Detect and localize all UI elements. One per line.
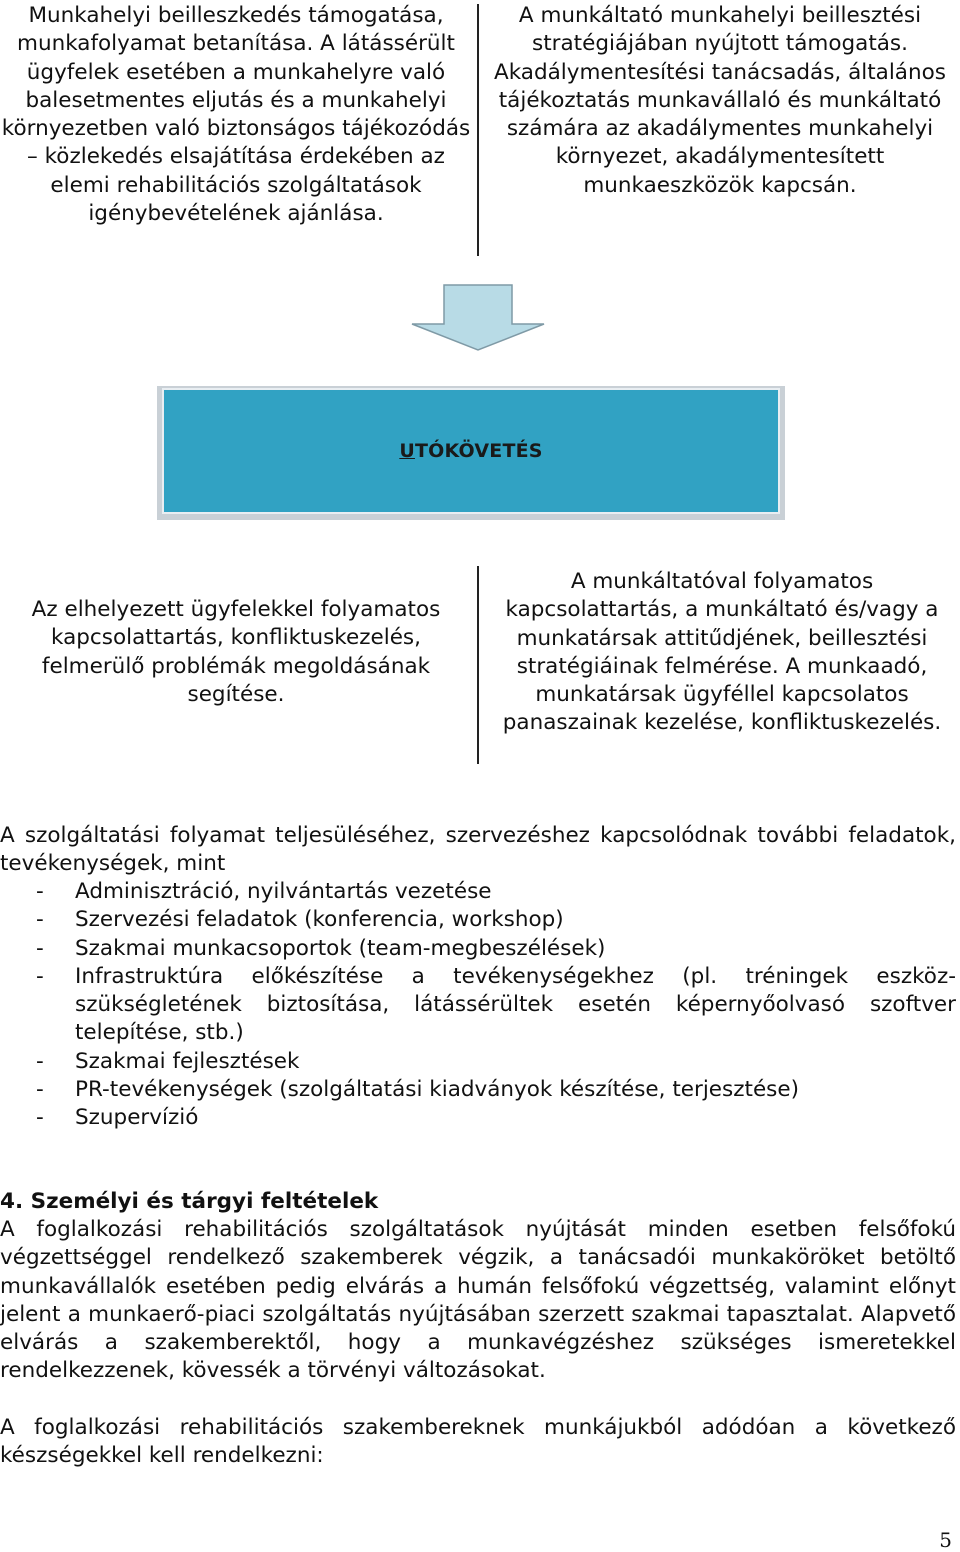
list-item (0, 878, 956, 906)
list-item (0, 935, 956, 963)
top-left-text: Munkahelyi beilleszkedés támogatása, munkafolyamat betanítása. A látássérült ügyfelek esetében a munkahelyre való balesetmentes eljutás és a munkahelyi környezetben való biztonságos tájékozódás – közlekedés elsajátítása érdekében az elemi rehabilitációs szolgáltatások igénybevételének ajánlása. (1, 3, 471, 227)
list-item (0, 1048, 956, 1076)
list-item-text: Szupervízió (75, 1105, 199, 1131)
section-heading: 4. Személyi és tárgyi feltételek (0, 1189, 379, 1214)
top-right-text: A munkáltató munkahelyi beillesztési stratégiájában nyújtott támogatás. Akadálymentesítési tanácsadás, általános tájékoztatás munkavállaló és munkáltató számára az akadálymentes munkahelyi környezet, akadálymentesített munkaeszközök kapcsán. (494, 3, 946, 198)
list-item-text: Szakmai fejlesztések (75, 1048, 300, 1074)
box-title (399, 440, 542, 462)
page-number: 5 (939, 1528, 952, 1552)
bottom-divider (477, 566, 479, 764)
follow-up-box (162, 388, 780, 514)
list-item-text: Adminisztráció, nyilvántartás vezetése (75, 879, 492, 904)
list-dash: - (36, 907, 44, 933)
list-item-text: Szervezési feladatok (konferencia, workshop) (75, 907, 564, 933)
list-item-text: Szakmai munkacsoportok (team-megbeszélések) (75, 935, 606, 961)
list-dash: - (36, 963, 44, 989)
bottom-right-text: A munkáltatóval folyamatos kapcsolattartás, a munkáltató és/vagy a munkatársak attitűdjének, beillesztési stratégiáinak felmérése. A munkaadó, munkatársak ügyféllel kapcsolatos panaszainak kezelése, konfliktuskezelés. (502, 569, 942, 736)
task-list (0, 878, 956, 1133)
down-arrow-icon (410, 284, 546, 352)
list-item-text: PR-tevékenységek (szolgáltatási kiadványok készítése, terjesztése) (75, 1077, 799, 1103)
top-divider (477, 4, 479, 256)
list-item (0, 963, 956, 1048)
bottom-left-text: Az elhelyezett ügyfelekkel folyamatos kapcsolattartás, konfliktuskezelés, felmerülő problémák megoldásának segítése. (31, 597, 441, 707)
box-title-first-letter: U (399, 440, 415, 462)
list-dash: - (36, 879, 44, 904)
list-item (0, 906, 956, 934)
list-dash: - (36, 1105, 44, 1131)
list-item (0, 1104, 956, 1132)
intro-paragraph: A szolgáltatási folyamat teljesüléséhez, szervezéshez kapcsolódnak további feladatok, tevékenységek, mint (0, 823, 956, 877)
list-item-text: Infrastruktúra előkészítése a tevékenységekhez (pl. tréningek eszköz-szükségletének biztosítása, látássérültek esetén képernyőolvasó szoftver telepítése, stb.) (75, 963, 956, 1046)
paragraph-3: A foglalkozási rehabilitációs szakembereknek munkájukból adódóan a következő készségekkel kell rendelkezni: (0, 1415, 956, 1469)
list-item (0, 1076, 956, 1104)
paragraph-2: A foglalkozási rehabilitációs szolgáltatások nyújtását minden esetben felsőfokú végzettséggel rendelkező szakemberek végzik, a tanácsadói munkaköröket betöltő munkavállalók esetében pedig elvárás a humán felsőfokú végzettség, valamint előnyt jelent a munkaerő-piaci szolgáltatás nyújtásában szerzett szakmai tapasztalat. Alapvető elvárás a szakemberektől, hogy a munkavégzéshez szükséges ismeretekkel rendelkezzenek, kövessék a törvényi változásokat. (0, 1217, 956, 1384)
list-dash: - (36, 935, 44, 961)
list-dash: - (36, 1077, 44, 1103)
list-dash: - (36, 1048, 44, 1074)
box-title-rest: TÓKÖVETÉS (414, 440, 543, 462)
